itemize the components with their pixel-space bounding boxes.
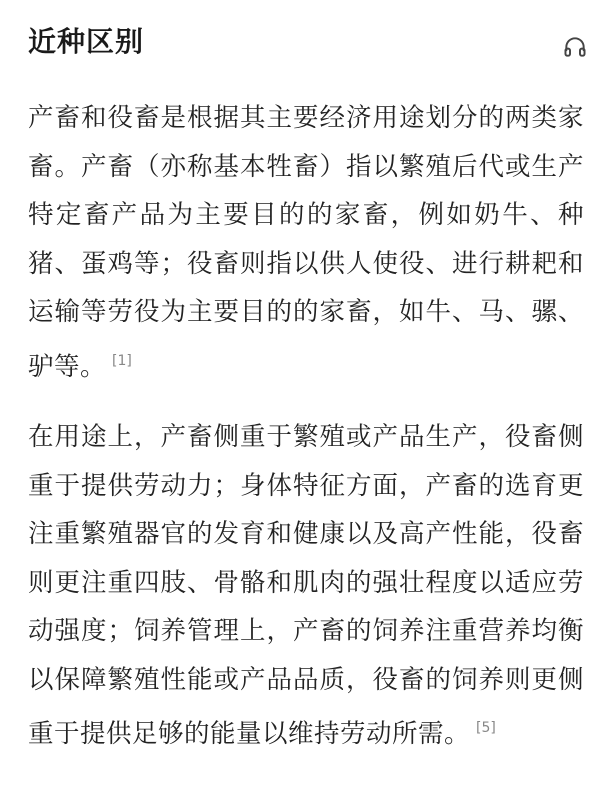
reference-link-5[interactable]: [5] bbox=[476, 720, 496, 736]
paragraph-2 bbox=[28, 413, 584, 759]
headphones-icon[interactable] bbox=[562, 34, 588, 60]
paragraph-1 bbox=[28, 94, 584, 391]
paragraph-1-text: 产畜和役畜是根据其主要经济用途划分的两类家畜。产畜（亦称基本牲畜）指以繁殖后代或生产特定畜产品为主要目的的家畜，例如奶牛、种猪、蛋鸡等；役畜则指以供人使役、进行耕耙和运输等劳役为主要目的的家畜，如牛、马、骡、驴等。 bbox=[28, 103, 584, 382]
reference-link-1[interactable]: [1] bbox=[112, 352, 132, 369]
paragraph-2-text: 在用途上，产畜侧重于繁殖或产品生产，役畜侧重于提供劳动力；身体特征方面，产畜的选育更注重繁殖器官的发育和健康以及高产性能，役畜则更注重四肢、骨骼和肌肉的强壮程度以适应劳动强度；饲养管理上，产畜的饲养注重营养均衡以保障繁殖性能或产品品质，役畜的饲养则更侧重于提供足够的能量以维持劳动所需。 bbox=[28, 422, 584, 749]
section-title: 近种区别 bbox=[28, 25, 145, 58]
section-header bbox=[28, 0, 584, 88]
